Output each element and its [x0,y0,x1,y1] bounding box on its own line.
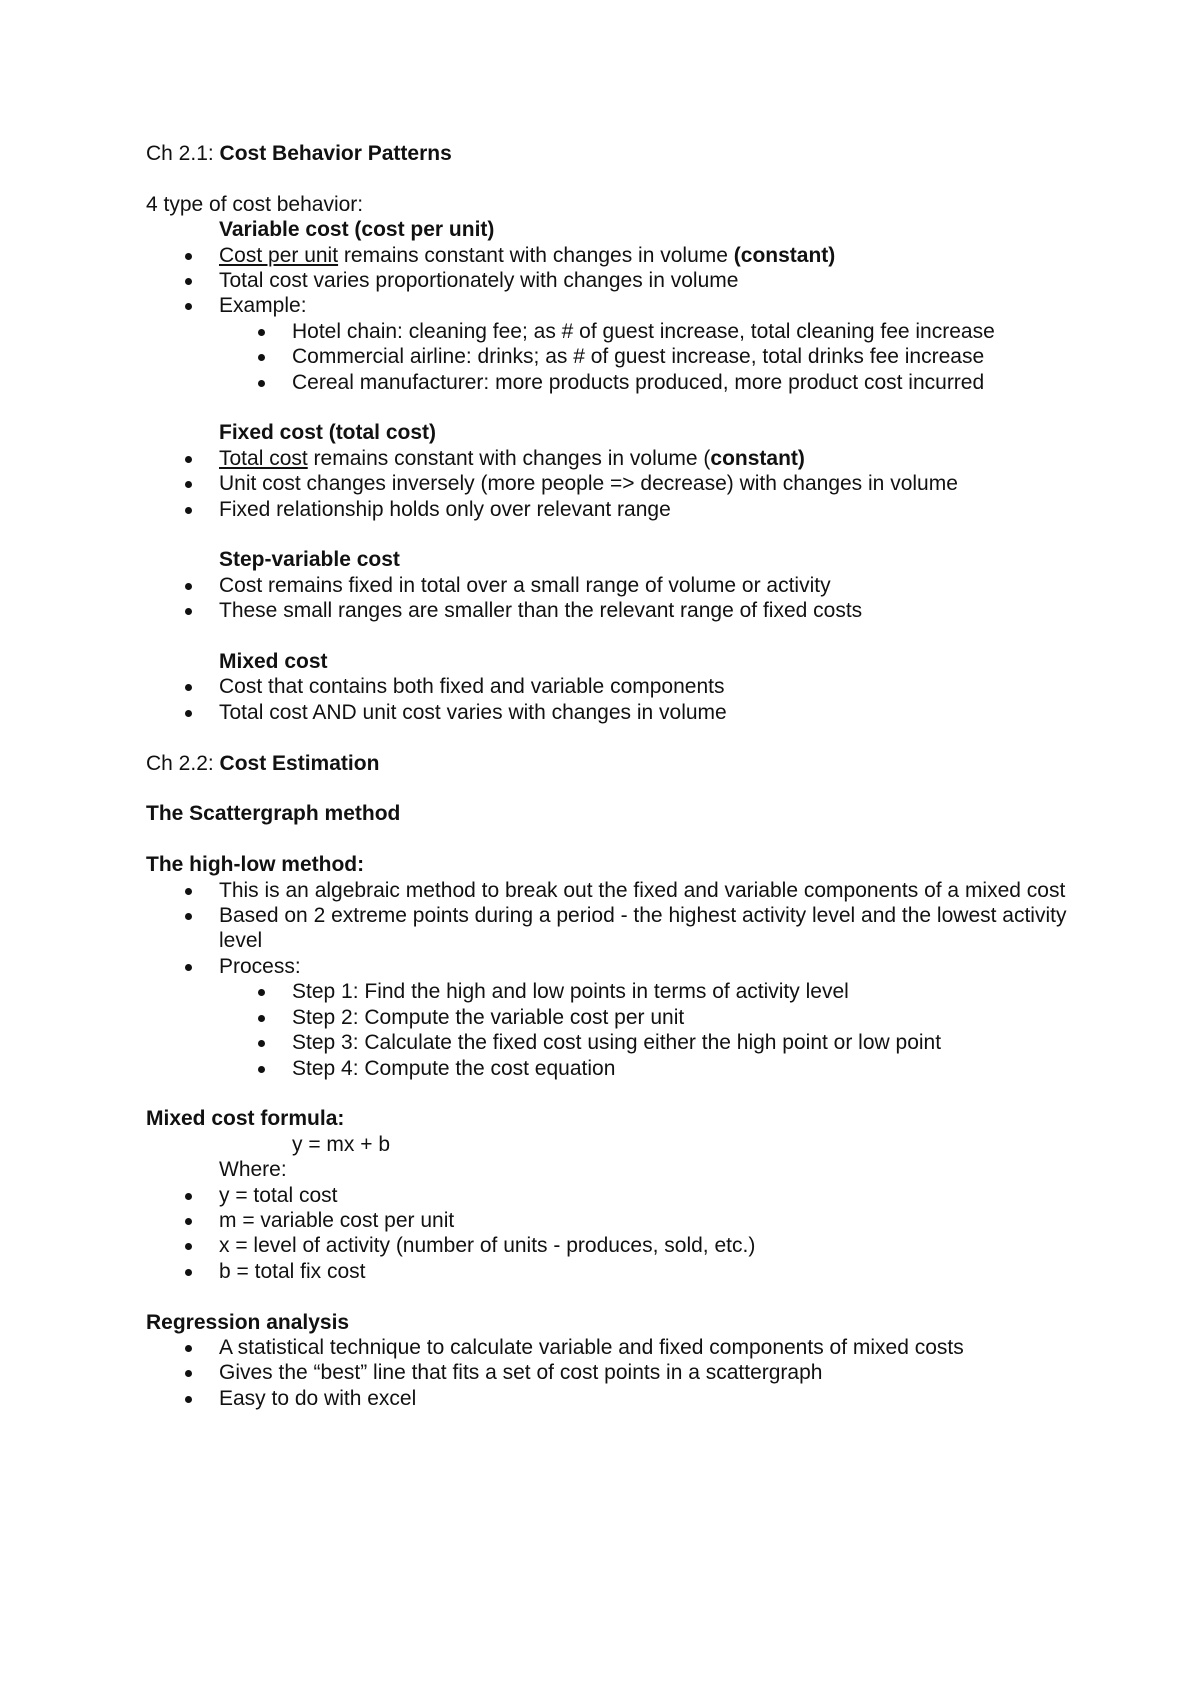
bullet-icon [185,253,192,260]
fixed-cost-heading: Fixed cost (total cost) [219,421,437,445]
list-item: Cost per unit remains constant with changes in volume (constant) [146,243,1066,268]
list-item: Step 1: Find the high and low points in terms of activity level [146,979,1066,1004]
high-low-heading: The high-low method: [146,853,365,877]
bullet-icon [258,989,265,996]
list-item: Fixed relationship holds only over relevant range [146,497,1066,522]
bullet-icon [185,1218,192,1225]
bullet-icon [185,964,192,971]
bullet-icon [258,354,265,361]
bullet-icon [185,583,192,590]
bullet-icon [185,278,192,285]
bullet-icon [258,380,265,387]
list-item: Total cost AND unit cost varies with changes in volume [146,700,1066,725]
list-item: Example: [146,293,1066,318]
list-item: m = variable cost per unit [146,1208,1066,1233]
intro-text: 4 type of cost behavior: [146,192,364,216]
list-item: This is an algebraic method to break out the fixed and variable components of a mixed cost [146,878,1079,903]
formula-equation: y = mx + b [292,1132,391,1156]
document-page [146,141,1066,1411]
bullet-icon [185,1193,192,1200]
chapter-2-2-prefix: Ch 2.2: [146,751,220,775]
bullet-icon [185,303,192,310]
bullet-icon [185,481,192,488]
list-item: Total cost varies proportionately with changes in volume [146,268,1066,293]
bullet-icon [185,913,192,920]
bullet-icon [185,1396,192,1403]
list-item: Based on 2 extreme points during a period - the highest activity level and the lowest activity level [146,903,1079,954]
list-item: x = level of activity (number of units - produces, sold, etc.) [146,1233,1066,1258]
bullet-icon [185,456,192,463]
bullet-icon [185,1345,192,1352]
bullet-icon [185,710,192,717]
bullet-icon [185,1243,192,1250]
list-item: Step 2: Compute the variable cost per unit [146,1005,1066,1030]
list-item: Hotel chain: cleaning fee; as # of guest increase, total cleaning fee increase [146,319,1066,344]
mixed-cost-heading: Mixed cost [219,650,328,674]
step-variable-cost-heading: Step-variable cost [219,548,400,572]
bullet-icon [185,608,192,615]
bullet-icon [185,1269,192,1276]
chapter-2-2-title: Cost Estimation [219,751,380,775]
list-item: Step 4: Compute the cost equation [146,1056,1066,1081]
list-item: Cost remains fixed in total over a small range of volume or activity [146,573,1066,598]
bullet-icon [185,684,192,691]
list-item: Cost that contains both fixed and variable components [146,674,1066,699]
bullet-icon [258,329,265,336]
list-item: Easy to do with excel [146,1386,1066,1411]
list-item: Total cost remains constant with changes in volume (constant) [146,446,1066,471]
mixed-cost-formula-heading: Mixed cost formula: [146,1107,345,1131]
bullet-icon [258,1040,265,1047]
list-item: These small ranges are smaller than the relevant range of fixed costs [146,598,1066,623]
chapter-2-1-prefix: Ch 2.1: [146,142,220,165]
regression-heading: Regression analysis [146,1310,350,1334]
list-item: Commercial airline: drinks; as # of guest increase, total drinks fee increase [146,344,1066,369]
list-item: Gives the “best” line that fits a set of cost points in a scattergraph [146,1360,1066,1385]
list-item: Cereal manufacturer: more products produced, more product cost incurred [146,370,1066,395]
list-item: y = total cost [146,1183,1066,1208]
list-item: Process: [146,954,1066,979]
formula-where: Where: [219,1158,287,1182]
list-item: A statistical technique to calculate variable and fixed components of mixed costs [146,1335,1066,1360]
list-item: Step 3: Calculate the fixed cost using either the high point or low point [146,1030,1066,1055]
list-item: b = total fix cost [146,1259,1066,1284]
chapter-2-1-heading [146,141,1066,166]
bullet-icon [258,1066,265,1073]
bullet-icon [185,507,192,514]
variable-cost-heading: Variable cost (cost per unit) [219,218,495,242]
chapter-2-2-heading [146,751,1066,776]
scattergraph-heading: The Scattergraph method [146,802,401,826]
bullet-icon [185,1370,192,1377]
bullet-icon [185,888,192,895]
chapter-2-1-title: Cost Behavior Patterns [219,142,452,165]
bullet-icon [258,1015,265,1022]
list-item: Unit cost changes inversely (more people => decrease) with changes in volume [146,471,1066,496]
